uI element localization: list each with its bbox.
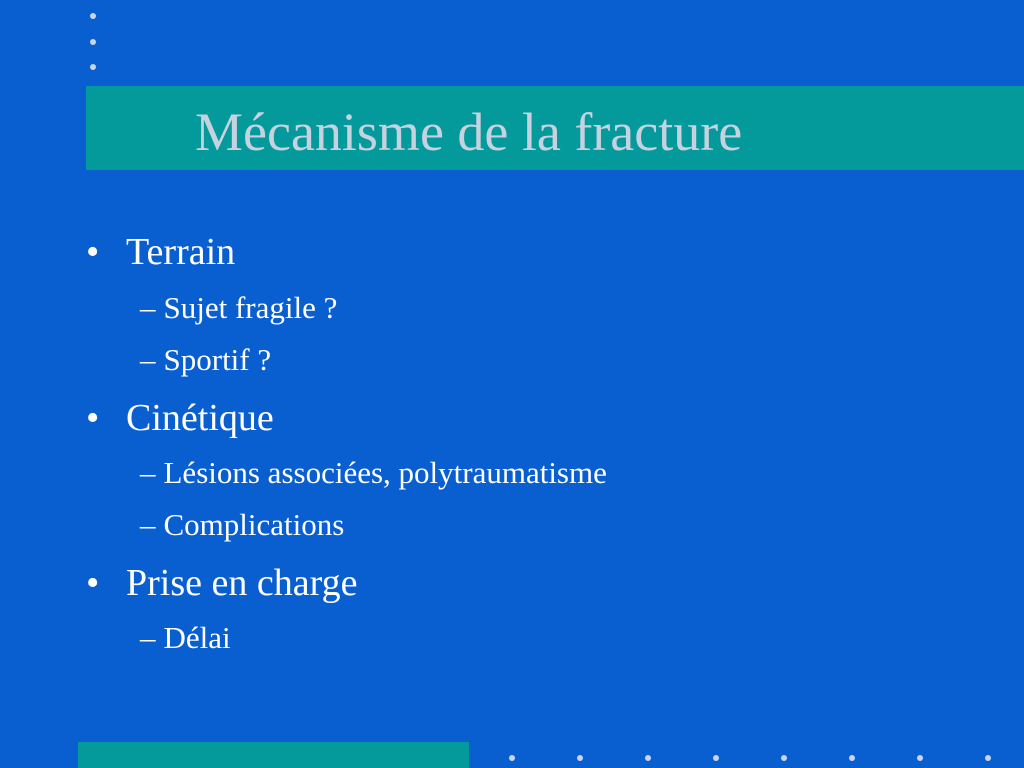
sub-item-label: Sportif ? [163, 342, 272, 377]
dash-glyph: – [140, 290, 156, 325]
decor-dot [577, 755, 583, 761]
decor-dot [509, 755, 515, 761]
bullet-label: Terrain [126, 231, 236, 273]
decor-dot [713, 755, 719, 761]
decor-dot [849, 755, 855, 761]
sub-item [140, 290, 337, 326]
decor-dot [917, 755, 923, 761]
bullet-label: Cinétique [126, 397, 274, 439]
dash-glyph: – [140, 342, 156, 377]
bullet-glyph: • [86, 231, 100, 273]
decor-dot [985, 755, 991, 761]
bullet-glyph: • [86, 397, 100, 439]
dash-glyph: – [140, 620, 156, 655]
bullet-label: Prise en charge [126, 562, 358, 604]
dash-glyph: – [140, 455, 156, 490]
bullet-item [86, 230, 235, 274]
slide-title: Mécanisme de la fracture [195, 102, 743, 162]
decor-dot [645, 755, 651, 761]
sub-item-label: Complications [163, 507, 345, 542]
bullet-glyph: • [86, 562, 100, 604]
sub-item-label: Délai [163, 620, 231, 655]
bottom-band [78, 742, 469, 768]
sub-item-label: Sujet fragile ? [163, 290, 338, 325]
bullet-item [86, 396, 274, 440]
sub-item [140, 620, 231, 656]
decor-dot [781, 755, 787, 761]
sub-item [140, 342, 271, 378]
bullet-item [86, 561, 357, 605]
sub-item-label: Lésions associées, polytraumatisme [163, 455, 607, 490]
dash-glyph: – [140, 507, 156, 542]
sub-item [140, 455, 607, 491]
sub-item [140, 507, 344, 543]
